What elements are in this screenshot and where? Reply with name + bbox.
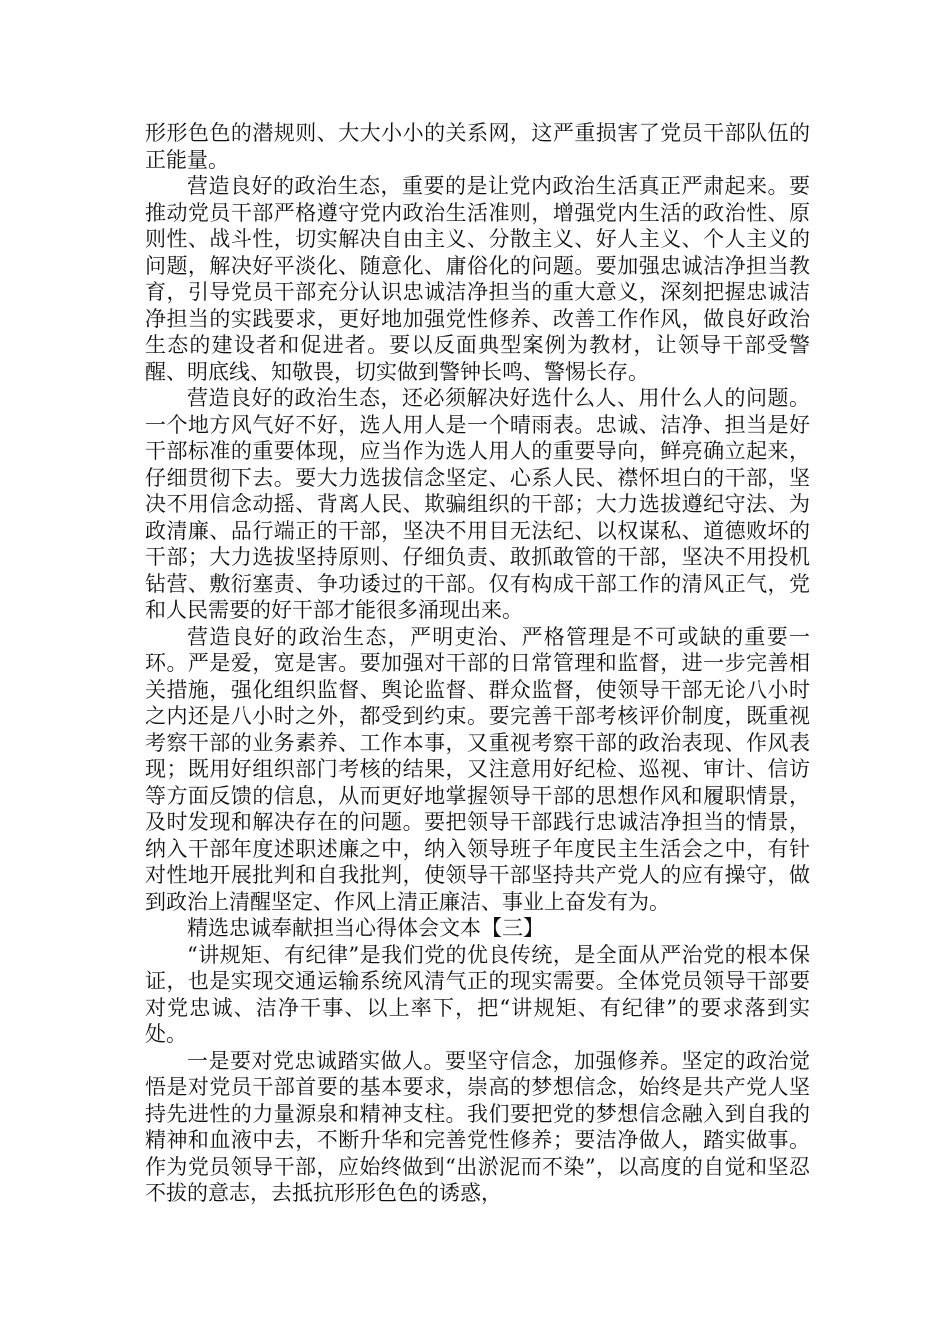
document-page bbox=[145, 120, 810, 1207]
section-heading: 精选忠诚奉献担当心得体会文本【三】 bbox=[187, 916, 544, 940]
paragraph-3: 营造良好的政治生态，还必须解决好选什么人、用什么人的问题。一个地方风气好不好，选人用人是一个晴雨表。忠诚、洁净、担当是好干部标准的重要体现，应当作为选人用人的重要导向，鲜亮确立起来，仔细贯彻下去。要大力选拔信念坚定、心系人民、襟怀坦白的干部，坚决不用信念动摇、背离人民、欺骗组织的干部；大力选拔遵纪守法、为政清廉、品行端正的干部，坚决不用目无法纪、以权谋私、道德败坏的干部；大力选拔坚持原则、仔细负责、敢抓敢管的干部，坚决不用投机钻营、敷衍塞责、争功诿过的干部。仅有构成干部工作的清风正气，党和人民需要的好干部才能很多涌现出来。 bbox=[145, 386, 810, 622]
paragraph-4: 营造良好的政治生态，严明吏治、严格管理是不可或缺的重要一环。严是爱，宽是害。要加强对干部的日常管理和监督，进一步完善相关措施，强化组织监督、舆论监督、群众监督，使领导干部无论八小时之内还是八小时之外，都受到约束。要完善干部考核评价制度，既重视考察干部的业务素养、工作本事，又重视考察干部的政治表现、作风表现；既用好组织部门考核的结果，又注意用好纪检、巡视、审计、信访等方面反馈的信息，从而更好地掌握领导干部的思想作风和履职情景，及时发现和解决存在的问题。要把领导干部践行忠诚洁净担当的情景，纳入干部年度述职述廉之中，纳入领导班子年度民主生活会之中，有针对性地开展批判和自我批判，使领导干部坚持共产党人的应有操守，做到政治上清醒坚定、作风上清正廉洁、事业上奋发有为。 bbox=[145, 624, 810, 914]
paragraph-2: 营造良好的政治生态，重要的是让党内政治生活真正严肃起来。要推动党员干部严格遵守党内政治生活准则，增强党内生活的政治性、原则性、战斗性，切实解决自由主义、分散主义、好人主义、个人主义的问题，解决好平淡化、随意化、庸俗化的问题。要加强忠诚洁净担当教育，引导党员干部充分认识忠诚洁净担当的重大意义，深刻把握忠诚洁净担当的实践要求，更好地加强党性修养、改善工作作风，做良好政治生态的建设者和促进者。要以反面典型案例为教材，让领导干部受警醒、明底线、知敬畏，切实做到警钟长鸣、警惕长存。 bbox=[145, 174, 810, 384]
paragraph-5: “讲规矩、有纪律”是我们党的优良传统，是全面从严治党的根本保证，也是实现交通运输系统风清气正的现实需要。全体党员领导干部要对党忠诚、洁净干事、以上率下，把“讲规矩、有纪律”的要求落到实处。 bbox=[145, 942, 810, 1046]
paragraph-1: 形形色色的潜规则、大大小小的关系网，这严重损害了党员干部队伍的正能量。 bbox=[145, 121, 810, 172]
paragraph-6: 一是要对党忠诚踏实做人。要坚守信念，加强修养。坚定的政治觉悟是对党员干部首要的基本要求，崇高的梦想信念，始终是共产党人坚持先进性的力量源泉和精神支柱。我们要把党的梦想信念融入到自我的精神和血液中去，不断升华和完善党性修养；要洁净做人，踏实做事。作为党员领导干部，应始终做到“出淤泥而不染”，以高度的自觉和坚忍不拔的意志，去抵抗形形色色的诱惑， bbox=[145, 1048, 810, 1205]
